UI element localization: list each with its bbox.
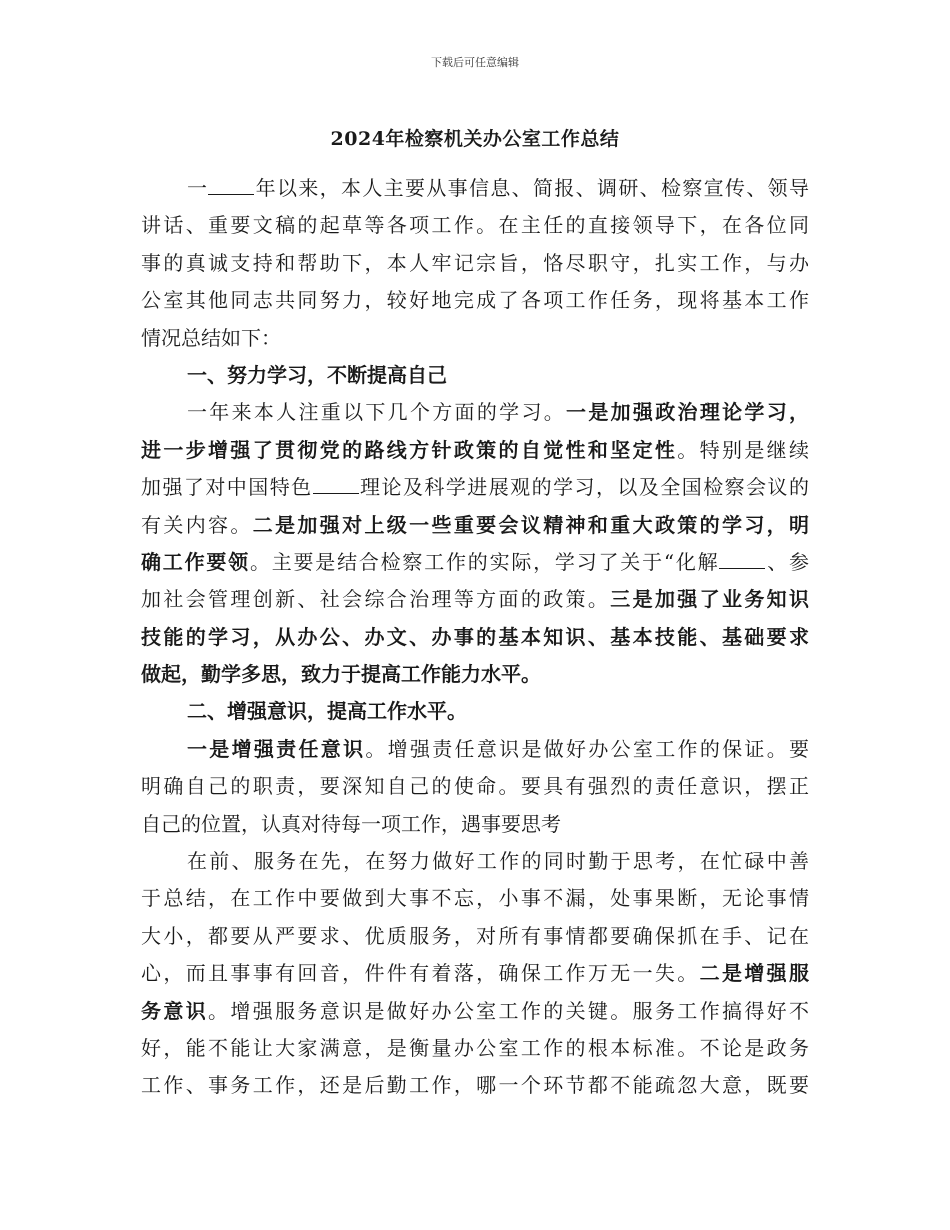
text-segment: 。主要是结合检察工作的实际，学习了关于“化解 (249, 549, 720, 574)
bold-text: 务意识 (141, 998, 209, 1023)
text-segment: 工作、事务工作，还是后勤工作，哪一个环节都不能疏忽大意，既要 (141, 1073, 809, 1098)
text-line (141, 282, 809, 319)
bold-text: 一是加强政治理论学习， (566, 400, 810, 425)
text-segment: 、参 (765, 549, 810, 574)
text-segment: 心，而且事事有回音，件件有着落，确保工作万无一失。 (141, 961, 700, 986)
text-line (141, 581, 809, 618)
text-segment: 讲话、重要文稿的起草等各项工作。在主任的直接领导下，在各位同 (141, 213, 809, 238)
bold-text: 技能的学习，从办公、办文、办事的基本知识、基本技能、基础要求 (141, 624, 809, 649)
text-segment: 于总结，在工作中要做到大事不忘，小事不漏，处事果断，无论事情 (141, 886, 809, 911)
text-line (141, 207, 809, 244)
text-line (141, 731, 809, 768)
text-segment: 情况总结如下： (141, 325, 281, 350)
text-segment: 年以来，本人主要从事信息、简报、调研、检察宣传、领导 (254, 176, 810, 200)
bold-text: 三是加强了业务知识 (610, 587, 810, 612)
text-segment: 一年来本人注重以下几个方面的学习。 (187, 400, 567, 425)
text-segment: 事的真诚支持和帮助下，本人牢记宗旨，恪尽职守，扎实工作，与办 (141, 250, 809, 275)
bold-text: 进一步增强了贯彻党的路线方针政策的自觉性和坚定性 (141, 437, 678, 462)
text-line (141, 544, 809, 581)
text-line (141, 507, 809, 544)
fill-in-blank (313, 475, 359, 494)
text-segment: 自己的位置，认真对待每一项工作，遇事要思考 (141, 811, 561, 836)
text-line (141, 394, 809, 431)
text-line (141, 880, 809, 917)
text-line (141, 619, 809, 656)
text-line (141, 1030, 809, 1067)
text-line (141, 245, 809, 282)
text-segment: 。增强责任意识是做好办公室工作的保证。要 (365, 736, 810, 761)
bold-text: 二是加强对上级一些重要会议精神和重大政策的学习，明 (252, 512, 810, 537)
text-segment: 加强了对中国特色 (141, 475, 313, 500)
bold-text: 二是增强服 (699, 961, 810, 986)
text-segment: 明确自己的职责，要深知自己的使命。要具有强烈的责任意识，摆正 (141, 774, 809, 799)
text-line (141, 993, 809, 1030)
bold-text: 二、增强意识，提高工作水平。 (187, 699, 467, 724)
text-segment: 在前、服务在先，在努力做好工作的同时勤于思考，在忙碌中善 (187, 849, 809, 874)
text-line (141, 656, 809, 693)
text-line (141, 693, 809, 730)
bold-text: 确工作要领 (141, 549, 250, 574)
text-line (141, 469, 809, 506)
text-segment: 大小，都要从严要求、优质服务，对所有事情都要确保抓在手、记在 (141, 923, 809, 948)
text-line (141, 806, 809, 843)
text-line (141, 170, 809, 207)
text-segment: 。特别是继续 (677, 437, 810, 462)
text-segment: 一 (187, 176, 209, 200)
text-line (141, 357, 809, 394)
text-line (141, 843, 809, 880)
bold-text: 一是增强责任意识 (187, 736, 366, 761)
text-line (141, 1067, 809, 1104)
bold-text: 一、努力学习，不断提高自己 (187, 362, 447, 387)
text-line (141, 320, 809, 357)
text-segment: 理论及科学进展观的学习，以及全国检察会议的 (358, 475, 810, 500)
text-line (141, 768, 809, 805)
document-title: 2024年检察机关办公室工作总结 (330, 128, 620, 150)
text-line (141, 432, 809, 469)
header-note: 下载后可任意编辑 (431, 56, 519, 69)
bold-text: 做起，勤学多思，致力于提高工作能力水平。 (141, 662, 541, 687)
text-segment: 公室其他同志共同努力，较好地完成了各项工作任务，现将基本工作 (141, 288, 809, 313)
text-segment: 好，能不能让大家满意，是衡量办公室工作的根本标准。不论是政务 (141, 1035, 809, 1060)
document-body (141, 170, 809, 1105)
text-segment: 加社会管理创新、社会综合治理等方面的政策。 (141, 587, 611, 612)
text-segment: 有关内容。 (141, 512, 253, 537)
text-line (141, 918, 809, 955)
fill-in-blank (208, 176, 254, 195)
text-segment: 。增强服务意识是做好办公室工作的关键。服务工作搞得好不 (208, 998, 810, 1023)
text-line (141, 955, 809, 992)
fill-in-blank (719, 550, 765, 569)
